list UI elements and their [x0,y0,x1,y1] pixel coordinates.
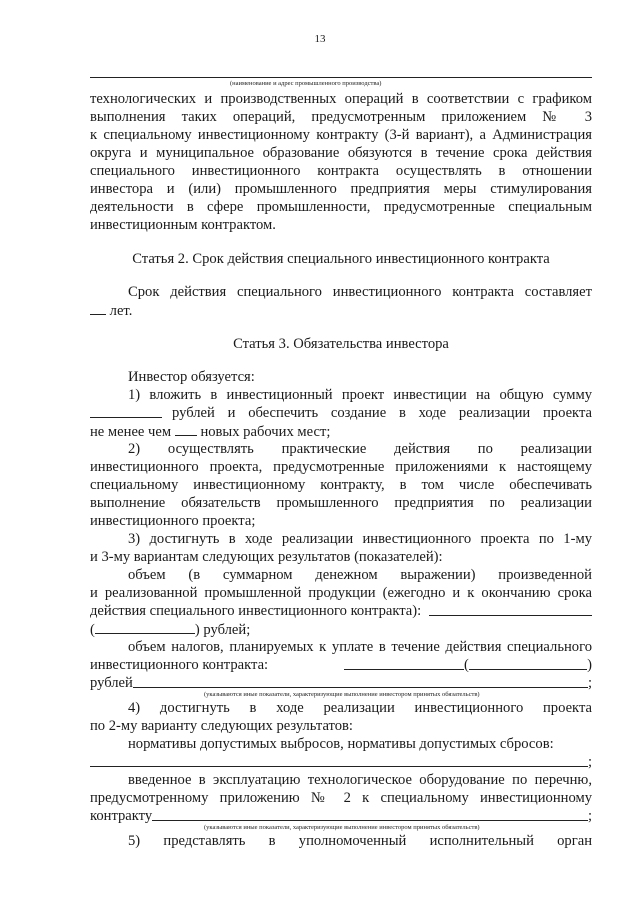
rubles-label: рублей [90,675,133,691]
p1-line-8: инвестиционным контрактом. [90,217,276,233]
caption-production-name: (наименование и адрес промышленного производства) [230,80,382,87]
article-3-title: Статья 3. Обязательства инвестора [233,336,449,352]
contract-label: контракту [90,808,153,824]
item-4-line-6: предусмотренному приложению № 2 к специальному инвестиционному [90,790,592,806]
blank-tax-words [469,657,587,670]
p1-line-7: деятельности в сфере промышленности, предусмотренные специальным [90,199,592,215]
item-4-line-5: введенное в эксплуатацию технологическое оборудование по перечню, [128,772,592,788]
blank-other-indicators-1 [133,675,588,688]
caption-other-indicators-1: (указываются иные показатели, характеризующие выполнение инвестором принятых обязательств) [204,691,480,698]
investor-obliged: Инвестор обязуется: [128,369,255,385]
item-3-tax-blanks [344,657,592,674]
item-1-text-4: новых рабочих мест; [200,424,331,440]
semicolon-3: ; [587,808,592,824]
blank-jobs [175,423,197,436]
years-label: лет. [109,303,133,319]
p1-line-1: технологических и производственных операций в соответствии с графиком [90,91,592,107]
item-2-line-5: инвестиционного проекта; [90,513,256,529]
paren-open-2: ( [464,657,469,673]
item-2-line-1: 2) осуществлять практические действия по реализации [128,441,592,457]
item-4-line-1: 4) достигнуть в ходе реализации инвестиционного проекта [128,700,592,716]
semicolon-2: ; [587,754,592,770]
p1-line-5: специального инвестиционного контракта осуществлять в отношении [90,163,592,179]
item-3-line-1: 3) достигнуть в ходе реализации инвестиционного проекта по 1-му [128,531,592,547]
item-3-text-8: инвестиционного контракта: [90,657,269,673]
page-number: 13 [314,33,326,45]
item-4-line-3: нормативы допустимых выбросов, нормативы допустимых сбросов: [128,736,554,752]
blank-production-words [95,621,195,634]
item-3-line-3: объем (в суммарном денежном выражении) произведенной [128,567,592,583]
item-2-line-3: специальному инвестиционному контракту, в том числе обеспечивать [90,477,592,493]
item-3-line-6 [90,621,592,639]
blank-emission-norms [90,754,588,767]
p1-line-4: округа и муниципальное образование обязуются в течение срока действия [90,145,592,161]
paren-close-1: ) рублей; [194,622,251,638]
item-5-line-1: 5) представлять в уполномоченный исполнительный орган [128,833,592,849]
item-3-text-5: действия специального инвестиционного контракта): [90,603,422,619]
blank-production-volume [429,603,592,616]
top-rule [90,77,592,78]
item-3-line-7: объем налогов, планируемых к уплате в течение действия специального [128,639,592,655]
blank-other-indicators-2 [152,808,588,821]
p1-line-3: к специальному инвестиционному контракту (3-й вариант), а Администрация [90,127,592,143]
blank-investment-amount [90,405,162,418]
blank-years [90,302,106,315]
item-2-line-4: выполнение обязательств промышленного предприятия по реализации [90,495,592,511]
item-1-text-3: не менее чем [90,424,172,440]
item-1-text-2: рублей и обеспечить создание в ходе реализации проекта [172,405,592,421]
item-1-line-1: 1) вложить в инвестиционный проект инвестиции на общую сумму [128,387,592,403]
item-3-line-2: и 3-му вариантам следующих результатов (показателей): [90,549,443,565]
item-4-line-4 [90,754,592,771]
blank-tax-amount [344,657,464,670]
item-1-line-3 [90,423,592,441]
item-3-line-9 [90,675,592,692]
p1-line-2: выполнения таких операций, предусмотренным приложением № 3 [90,109,592,125]
item-3-line-5 [90,603,592,620]
article-2-title: Статья 2. Срок действия специального инвестиционного контракта [132,251,550,267]
item-3-line-4: и реализованной промышленной продукции (ежегодно и к окончанию срока [90,585,592,601]
paren-close-2: ) [587,657,592,673]
item-4-line-7 [90,808,592,825]
caption-other-indicators-2: (указываются иные показатели, характеризующие выполнение инвестором принятых обязательств) [204,824,480,831]
semicolon-1: ; [587,675,592,691]
article-2-text: Срок действия специального инвестиционного контракта составляет [128,284,592,300]
paren-open-1: ( [90,622,95,638]
item-2-line-2: инвестиционного проекта, предусмотренные приложениями к настоящему [90,459,592,475]
p1-line-6: инвестора и (или) промышленного предприятия меры стимулирования [90,181,592,197]
article-2-term [90,302,592,320]
item-4-line-2: по 2-му варианту следующих результатов: [90,718,353,734]
item-1-line-2 [90,405,592,422]
